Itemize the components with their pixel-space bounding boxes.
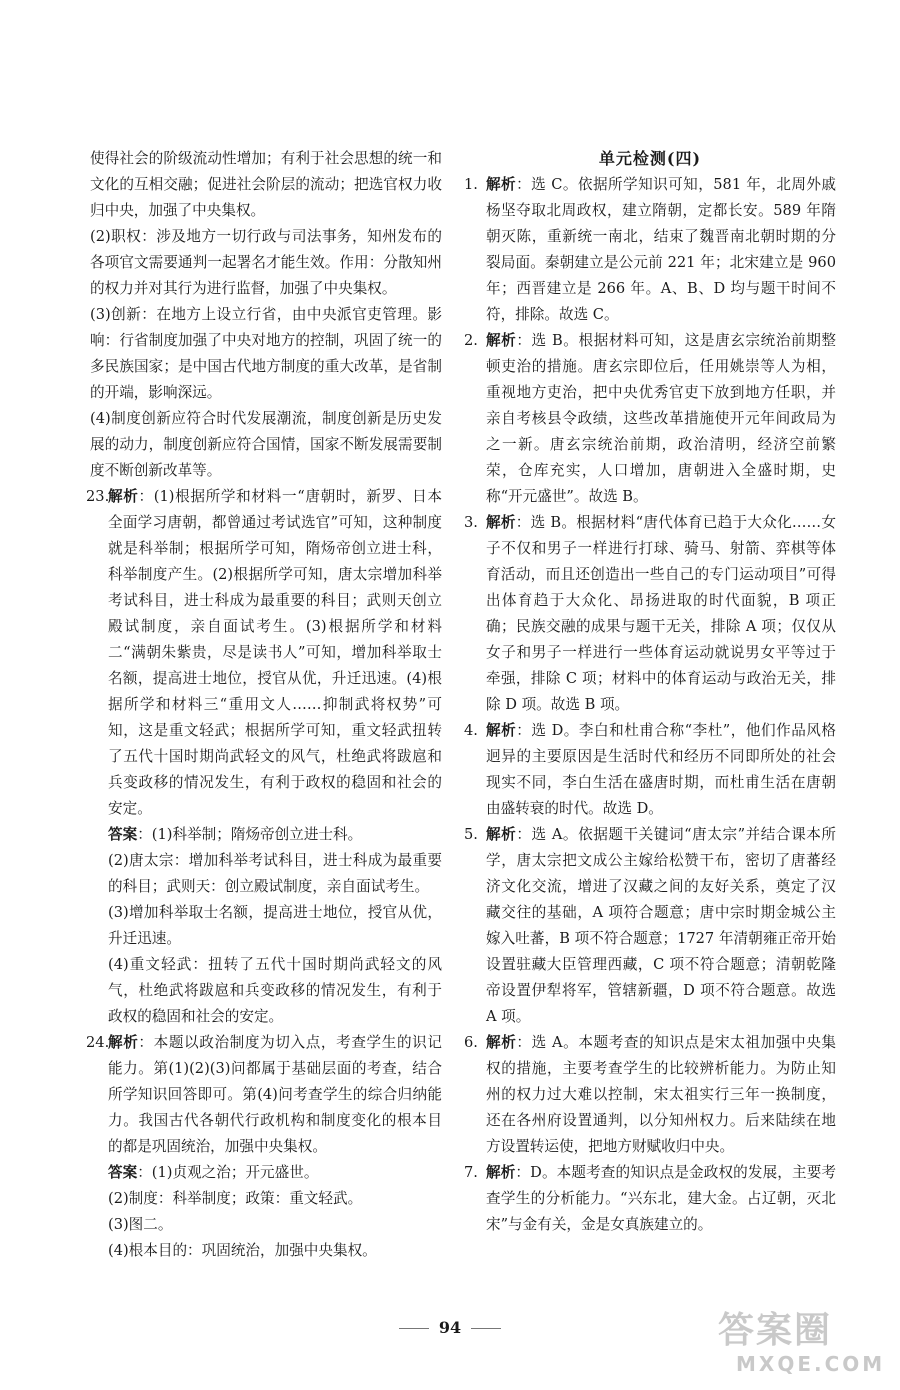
watermark-text: 答案圈 xyxy=(718,1310,833,1351)
analysis-label: 解析 xyxy=(486,826,517,843)
analysis-label: 解析 xyxy=(486,1164,516,1181)
analysis-label: 解析 xyxy=(486,722,517,739)
analysis-text: ：选 C。依据所学知识可知，581 年，北周外戚杨坚夺取北周政权，建立隋朝，定都长安。589 年隋朝灭陈，重新统一南北，结束了魏晋南北朝时期的分裂局面。秦朝建立是公元前 221 年；北宋建立是 960 年；西晋建立是 266 年。A、B、D 均与题干时间不符，排除。故选 C。 xyxy=(486,176,836,323)
analysis-text: ：(1)根据所学和材料一“唐朝时，新罗、日本全面学习唐朝，都曾通过考试选官”可知，这种制度就是科举制；根据所学可知，隋炀帝创立进士科，科举制度产生。(2)根据所学可知，唐太宗增加科举考试科目，进士科成为最重要的科目；武则天创立殿试制度，亲自面试考生。(3)根据所学和材料二“满朝朱紫贵，尽是读书人”可知，增加科举取士名额，提高进士地位，授官从优，升迁迅速。(4)根据所学和材料三“重用文人……抑制武将权势”可知，这是重文轻武；根据所学可知，重文轻武扭转了五代十国时期尚武轻文的风气，杜绝武将跋扈和兵变政移的情况发生，有利于政权的稳固和社会的安定。 xyxy=(108,488,442,817)
analysis-text: ：选 A。本题考查的知识点是宋太祖加强中央集权的措施，主要考查学生的比较辨析能力。为防止知州的权力过大难以控制，宋太祖实行三年一换制度，还在各州府设置通判，以分知州权力。后来陆续在地方设置转运使，把地方财赋收归中央。 xyxy=(486,1034,836,1155)
list-item xyxy=(464,718,836,822)
question-24-answer-1 xyxy=(86,1160,442,1186)
analysis-label: 解析 xyxy=(486,332,517,349)
answer-text: ：(1)贞观之治；开元盛世。 xyxy=(137,1164,319,1181)
intro-paragraph-2: (2)职权：涉及地方一切行政与司法事务，知州发布的各项官文需要通判一起署名才能生效。作用：分散知州的权力并对其行为进行监督，加强了中央集权。 xyxy=(90,228,442,297)
footer-dash-left xyxy=(399,1328,429,1329)
analysis-text: ：选 B。根据材料可知，这是唐玄宗统治前期整顿吏治的措施。唐玄宗即位后，任用姚崇等人为相，重视地方吏治，把中央优秀官吏下放到地方任职，并亲自考核县令政绩，这些改革措施使开元年间政局为之一新。唐玄宗统治前期，政治清明，经济空前繁荣，仓库充实，人口增加，唐朝进入全盛时期，史称“开元盛世”。故选 B。 xyxy=(486,332,836,505)
list-item xyxy=(464,172,836,328)
question-24-answer-2: (2)制度：科举制度；政策：重文轻武。 xyxy=(108,1190,363,1207)
list-item xyxy=(464,510,836,718)
question-number: 6. xyxy=(464,1034,478,1051)
question-23-answer-2: (2)唐太宗：增加科举考试科目，进士科成为最重要的科目；武则天：创立殿试制度，亲自面试考生。 xyxy=(108,852,442,895)
question-24-answer-3: (3)图二。 xyxy=(108,1216,173,1233)
question-23-answer-1 xyxy=(86,822,442,848)
analysis-label: 解析 xyxy=(486,514,516,531)
question-23-answer-4: (4)重文轻武：扭转了五代十国时期尚武轻文的风气，杜绝武将跋扈和兵变政移的情况发生，有利于政权的稳固和社会的安定。 xyxy=(108,956,442,1025)
watermark-url: MXQE.COM xyxy=(736,1352,886,1376)
watermark-logo xyxy=(718,1310,888,1382)
question-23-answer-3: (3)增加科举取士名额，提高进士地位，授官从优，升迁迅速。 xyxy=(108,904,442,947)
analysis-label: 解析 xyxy=(486,1034,517,1051)
question-number: 3. xyxy=(464,514,478,531)
question-24-answer-4: (4)根本目的：巩固统治，加强中央集权。 xyxy=(108,1242,377,1259)
footer-dash-right xyxy=(471,1328,501,1329)
page-number: 94 xyxy=(438,1318,462,1337)
analysis-text: ：选 A。依据题干关键词“唐太宗”并结合课本所学，唐太宗把文成公主嫁给松赞干布，密切了唐蕃经济文化交流，增进了汉藏之间的友好关系，奠定了汉藏交往的基础，A 项符合题意；唐中宗时期金城公主嫁入吐蕃，B 项不符合题意；1727 年清朝雍正帝开始设置驻藏大臣管理西藏，C 项不符合题意；清朝乾隆帝设置伊犁将军，管辖新疆，D 项不符合题意。故选 A 项。 xyxy=(486,826,836,1025)
question-23-analysis xyxy=(86,484,442,822)
answer-label: 答案 xyxy=(108,826,138,843)
analysis-text: ：选 D。李白和杜甫合称“李杜”，他们作品风格迥异的主要原因是生活时代和经历不同即所处的社会现实不同，李白生活在盛唐时期，而杜甫生活在唐朝由盛转衰的时代。故选 D。 xyxy=(486,722,836,817)
analysis-label: 解析 xyxy=(108,488,139,505)
question-24-analysis xyxy=(86,1030,442,1160)
question-number: 24. xyxy=(86,1034,110,1051)
analysis-label: 解析 xyxy=(108,1034,139,1051)
intro-paragraph-4: (4)制度创新应符合时代发展潮流，制度创新是历史发展的动力，制度创新应符合国情，国家不断发展需要制度不断创新改革等。 xyxy=(90,410,442,479)
question-number: 4. xyxy=(464,722,478,739)
section-title: 单元检测(四) xyxy=(598,149,702,168)
question-number: 23. xyxy=(86,488,110,505)
answer-text: ：(1)科举制；隋炀帝创立进士科。 xyxy=(137,826,363,843)
list-item xyxy=(464,1160,836,1238)
list-item xyxy=(464,822,836,1030)
analysis-label: 解析 xyxy=(486,176,517,193)
analysis-text: ：D。本题考查的知识点是金政权的发展，主要考查学生的分析能力。“兴东北，建大金。占辽朝，灭北宋”与金有关，金是女真族建立的。 xyxy=(486,1164,836,1233)
left-column xyxy=(86,146,442,1264)
intro-paragraph-1: 使得社会的阶级流动性增加；有利于社会思想的统一和文化的互相交融；促进社会阶层的流动；把选官权力收归中央，加强了中央集权。 xyxy=(90,150,442,219)
list-item xyxy=(464,1030,836,1160)
question-number: 7. xyxy=(464,1164,478,1181)
list-item xyxy=(464,328,836,510)
question-number: 5. xyxy=(464,826,478,843)
question-number: 1. xyxy=(464,176,478,193)
analysis-text: ：本题以政治制度为切入点，考查学生的识记能力。第(1)(2)(3)问都属于基础层面的考查，结合所学知识回答即可。第(4)问考查学生的综合归纳能力。我国古代各朝代行政机构和制度变化的根本目的都是巩固统治，加强中央集权。 xyxy=(108,1034,442,1155)
intro-paragraph-3: (3)创新：在地方上设立行省，由中央派官吏管理。影响：行省制度加强了中央对地方的控制，巩固了统一的多民族国家；是中国古代地方制度的重大改革，是省制的开端，影响深远。 xyxy=(90,306,442,401)
answer-label: 答案 xyxy=(108,1164,138,1181)
question-number: 2. xyxy=(464,332,478,349)
right-column xyxy=(464,146,836,1238)
analysis-text: ：选 B。根据材料“唐代体育已趋于大众化……女子不仅和男子一样进行打球、骑马、射箭、弈棋等体育活动，而且还创造出一些自己的专门运动项目”可得出体育趋于大众化、昂扬进取的时代面貌，B 项正确；民族交融的成果与题干无关，排除 A 项；仅仅从女子和男子一样进行一些体育运动就说男女平等过于牵强，排除 C 项；材料中的体育运动与政治无关，排除 D 项。故选 B 项。 xyxy=(486,514,836,713)
